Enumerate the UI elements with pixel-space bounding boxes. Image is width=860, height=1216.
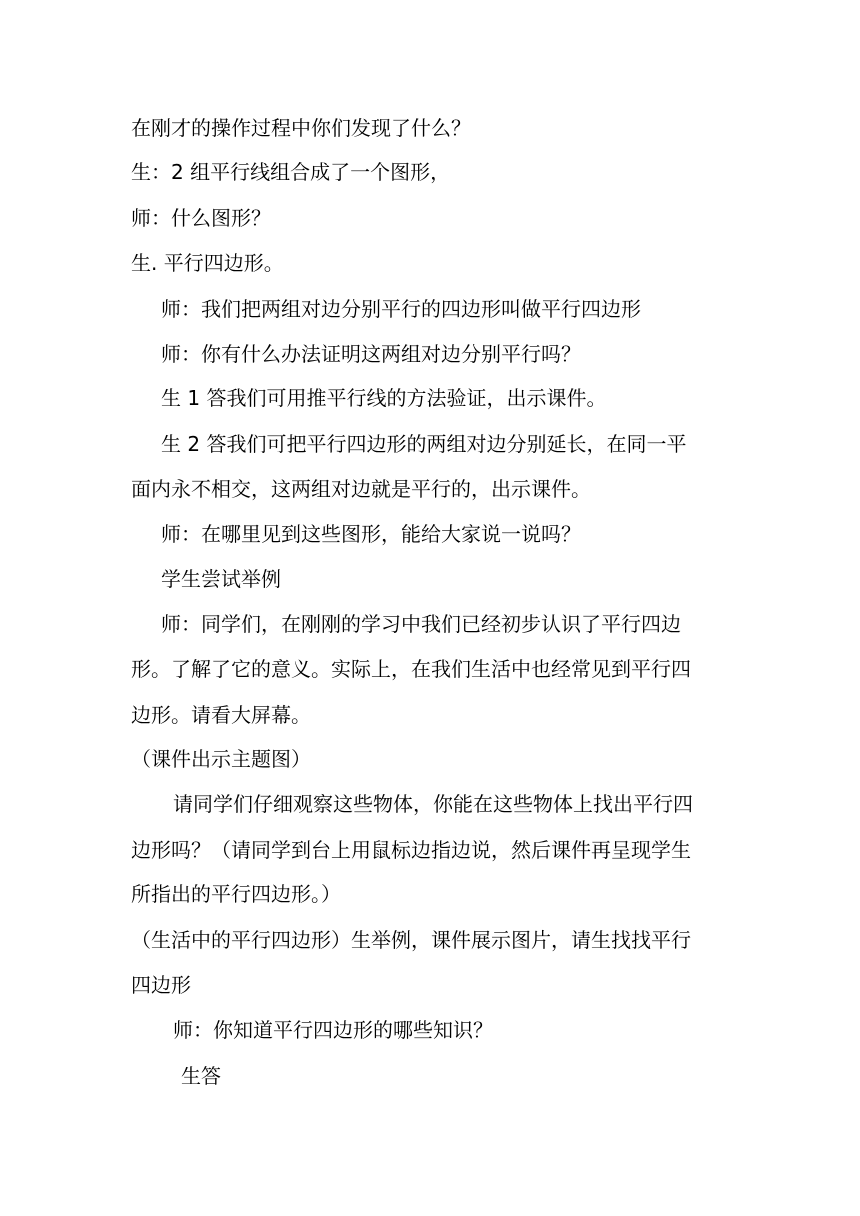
line-4: 生. 平行四边形。	[131, 251, 284, 275]
line-15: （课件出示主题图）	[131, 747, 311, 771]
line-17: 边形吗？（请同学到台上用鼠标边指边说，然后课件再呈现学生	[131, 838, 691, 862]
line-18: 所指出的平行四边形。）	[131, 882, 341, 906]
line-20: 四边形	[131, 973, 191, 997]
line-19: （生活中的平行四边形）生举例，课件展示图片，请生找找平行	[131, 928, 691, 952]
line-5: 师：我们把两组对边分别平行的四边形叫做平行四边形	[161, 297, 641, 321]
line-21: 师：你知道平行四边形的哪些知识？	[173, 1018, 493, 1042]
line-6: 师：你有什么办法证明这两组对边分别平行吗？	[161, 342, 581, 366]
line-22: 生答	[181, 1064, 221, 1088]
line-12: 师：同学们，在刚刚的学习中我们已经初步认识了平行四边	[161, 612, 681, 636]
line-11: 学生尝试举例	[161, 567, 281, 591]
line-9: 面内永不相交，这两组对边就是平行的，出示课件。	[131, 477, 591, 501]
line-10: 师：在哪里见到这些图形，能给大家说一说吗？	[161, 522, 581, 546]
line-3: 师：什么图形？	[131, 206, 271, 230]
line-1: 在刚才的操作过程中你们发现了什么？	[131, 116, 471, 140]
line-14: 边形。请看大屏幕。	[131, 703, 311, 727]
line-2: 生：2 组平行线组合成了一个图形，	[131, 160, 451, 184]
line-7: 生 1 答我们可用推平行线的方法验证，出示课件。	[161, 386, 607, 410]
line-13: 形。了解了它的意义。实际上，在我们生活中也经常见到平行四	[131, 657, 691, 681]
line-8: 生 2 答我们可把平行四边形的两组对边分别延长，在同一平	[161, 432, 687, 456]
line-16: 请同学们仔细观察这些物体，你能在这些物体上找出平行四	[173, 792, 693, 816]
